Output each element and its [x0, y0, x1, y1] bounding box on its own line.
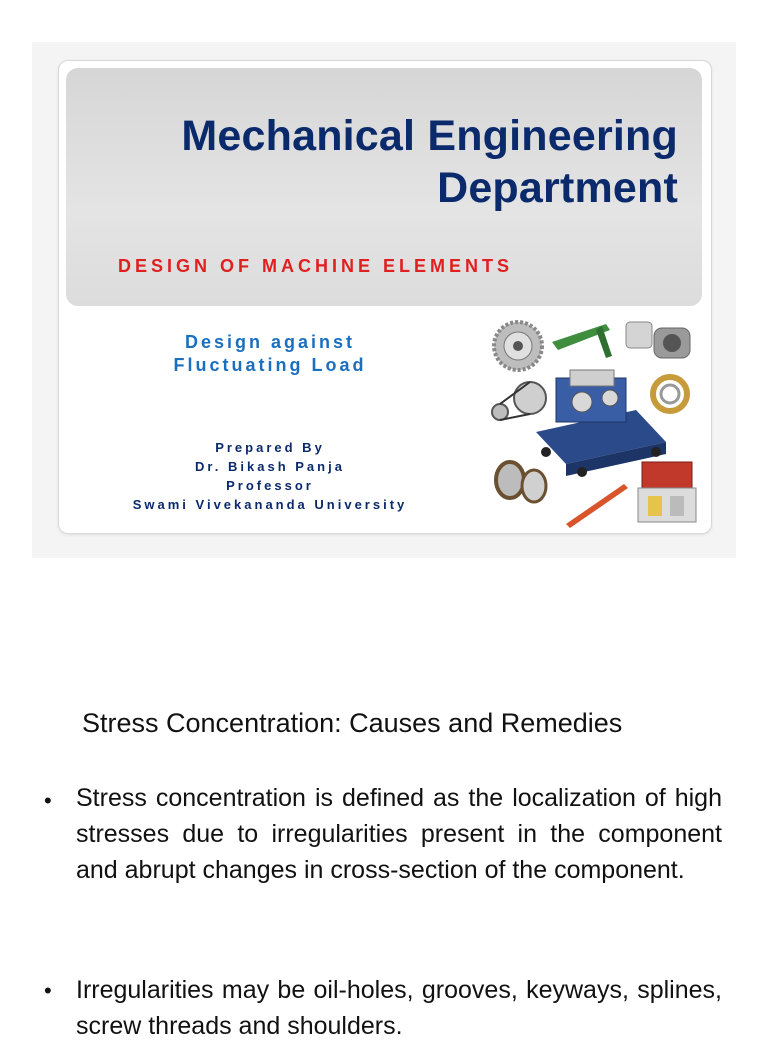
- bullet-marker: •: [44, 978, 52, 1003]
- author-name: Dr. Bikash Panja: [195, 459, 345, 474]
- bracket-icon: [552, 324, 612, 358]
- author-university: Swami Vivekananda University: [132, 497, 408, 512]
- course-subject: DESIGN OF MACHINE ELEMENTS: [118, 256, 514, 276]
- topic-line-1: Design against: [184, 332, 356, 352]
- author-title: Professor: [226, 478, 314, 493]
- slide-title-line-1: Mechanical Engineering: [181, 112, 678, 160]
- shaft-icon: [566, 484, 628, 528]
- belt-pulley-icon: [492, 382, 546, 420]
- coupling-icon: [626, 322, 690, 358]
- machine-assembly-icon: [536, 370, 666, 477]
- bullet-item-1: Stress concentration is defined as the localization of high stresses due to irregularities present in the component and abrupt changes in cross-section of the component.: [76, 784, 722, 884]
- ball-bearing-icon: [653, 377, 687, 411]
- gearbox-icon: [638, 462, 696, 522]
- slide-title-line-2: Department: [437, 164, 678, 212]
- bullet-item-2: Irregularities may be oil-holes, grooves, keyways, splines, screw threads and shoulders.: [76, 976, 722, 1040]
- bullet-marker: •: [44, 788, 52, 813]
- topic-line-2: Fluctuating Load: [173, 355, 367, 375]
- roller-bearing-icon: [496, 462, 546, 502]
- machine-elements-collage-image: [486, 312, 706, 530]
- prepared-by-label: Prepared By: [215, 440, 325, 455]
- slide-2-heading: Stress Concentration: Causes and Remedies: [82, 708, 623, 738]
- gear-icon: [494, 322, 542, 370]
